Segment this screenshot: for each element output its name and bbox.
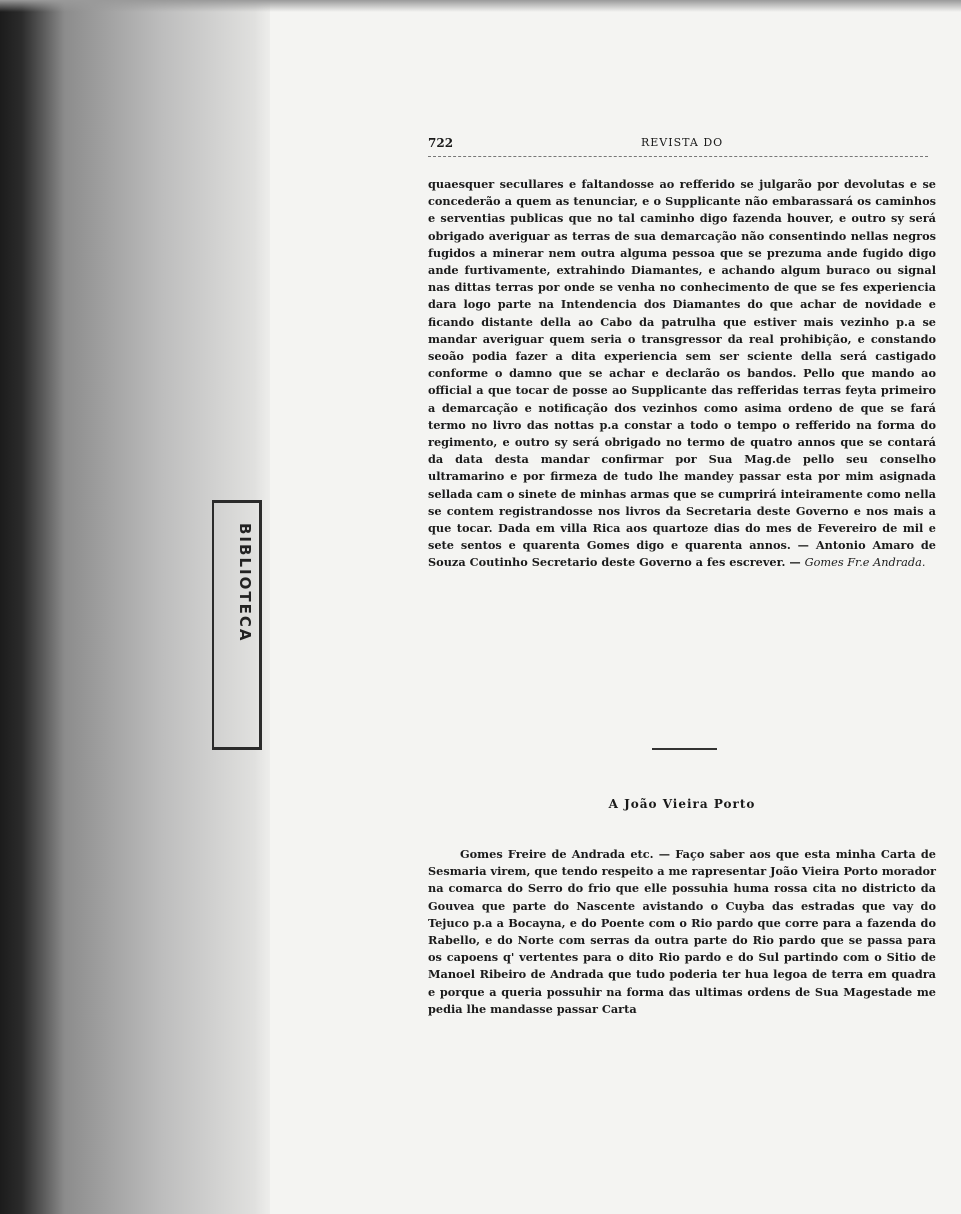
page-top-edge: [0, 0, 961, 12]
section-title: A João Vieira Porto: [608, 797, 756, 811]
section-divider: [652, 748, 717, 750]
running-head: REVISTA DO: [641, 136, 724, 149]
signature: Gomes Fr.e Andrada.: [804, 556, 926, 570]
paragraph-1: [428, 176, 936, 572]
paragraph-2-text: Gomes Freire de Andrada etc. — Faço saber aos que esta minha Carta de Sesmaria virem, que tendo respeito a me rapresentar João Vieira Porto morador na comarca do Serro do frio que elle possuhia huma rossa cita no districto da Gouvea que parte do Nascente avistando o Cuyba das estradas que vay do Tejuco p.a a Bocayna, e do Poente com o Rio pardo que corre para a fazenda do Rabello, e do Norte com serras da outra parte do Rio pardo que se passa para os capoens q' vertentes para o dito Rio pardo e do Sul partindo com o Sitio de Manoel Ribeiro de Andrada que tudo poderia ter hua legoa de terra em quadra e porque a queria possuhir na forma das ultimas ordens de Sua Magestade me pedia lhe mandasse passar Carta: [428, 847, 936, 1016]
page-number: 722: [428, 136, 454, 150]
library-stamp: [212, 500, 262, 750]
header-rule: [428, 156, 928, 158]
page-header: [428, 136, 928, 158]
paragraph-2: [428, 846, 936, 1018]
paragraph-1-text: quaesquer secullares e faltandosse ao refferido se julgarão por devolutas e se concederão a quem as tenunciar, e o Supplicante não embarassará os caminhos e serventias publicas que no tal caminho digo fazenda houver, e outro sy será obrigado averiguar as terras de sua demarcação não consentindo nellas negros fugidos a minerar nem outra alguma pessoa que se prezuma ande fugido digo ande furtivamente, extrahindo Diamantes, e achando algum buraco ou signal nas dittas terras por onde se venha no conhecimento de que se fes experiencia dara logo parte na Intendencia dos Diamantes do que achar de novidade e ficando distante della ao Cabo da patrulha que estiver mais vezinho p.a se mandar averiguar quem seria o transgressor da real prohibição, e constando seoão podia fazer a dita experiencia sem ser sciente della será castigado conforme o damno que se achar e declarão os bandos. Pello que mando ao official a que tocar de posse ao Supplicante das refferidas terras feyta primeiro a demarcação e notificação dos vezinhos como asima ordeno de que se fará termo no livro das nottas p.a constar a todo o tempo o refferido na forma do regimento, e outro sy será obrigado no termo de quatro annos que se contará da data desta mandar confirmar por Sua Mag.de pello seu conselho ultramarino e por firmeza de tudo lhe mandey passar esta por mim asignada sellada cam o sinete de minhas armas que se cumprirá inteiramente como nella se contem registrandosse nos livros da Secretaria deste Governo e nos mais a que tocar. Dada em villa Rica aos quartoze dias do mes de Fevereiro de mil e sete sentos e quarenta Gomes digo e quarenta annos. — Antonio Amaro de Souza Coutinho Secretario deste Governo a fes escrever. —: [428, 177, 936, 570]
library-stamp-text: BIBLIOTECA: [236, 523, 254, 643]
